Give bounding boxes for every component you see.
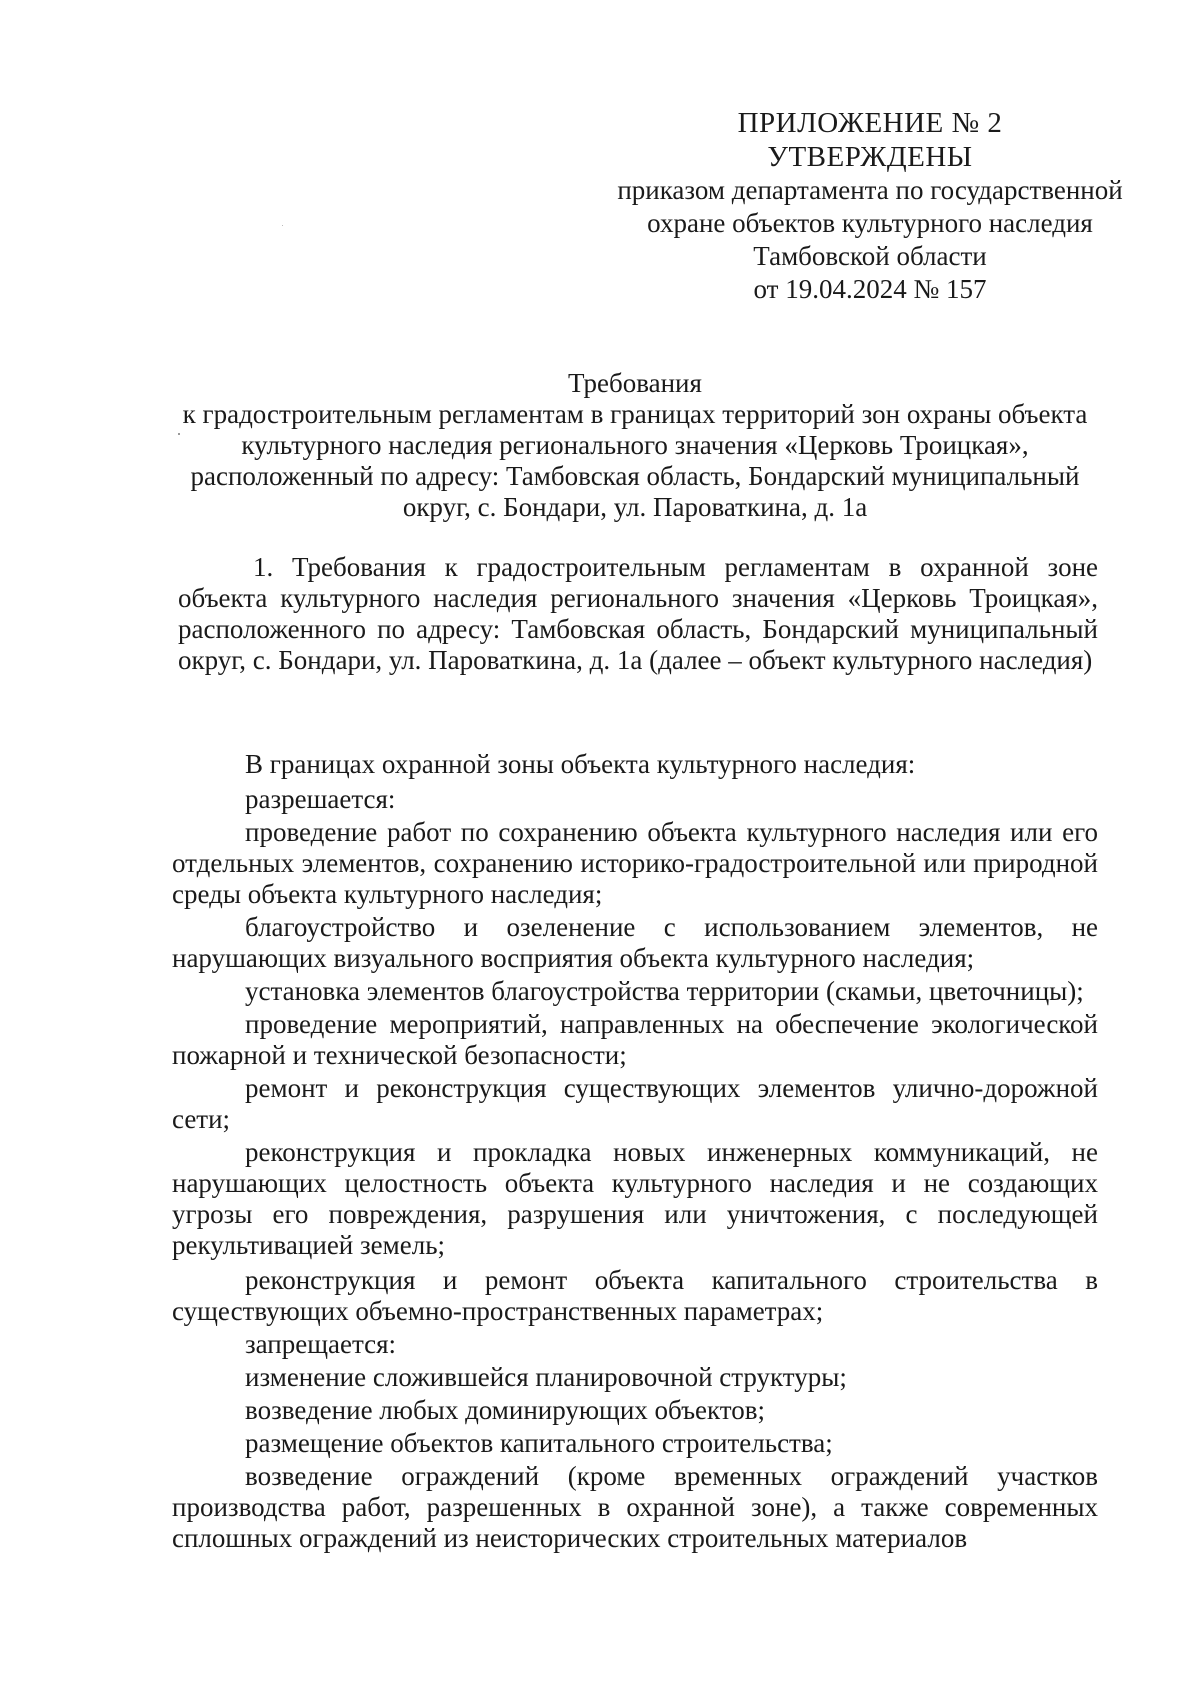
approved-label: УТВЕРЖДЕНЫ bbox=[767, 141, 973, 173]
forbidden-item: возведение ограждений (кроме временных ограждений участков производства работ, разрешенных в охранной зоне), а также современных сплошных ограждений из неисторических строительных материалов bbox=[172, 1461, 1098, 1553]
order-line-1: приказом департамента по государственной bbox=[617, 175, 1123, 205]
section-1-text: 1. Требования к градостроительным регламентам в охранной зоне объекта культурного наследия регионального значения «Церковь Троицкая», расположенного по адресу: Тамбовская область, Бондарский муниципальный округ, с. Бондари, ул. Пароваткина, д. 1а (далее – объект культурного наследия) bbox=[178, 552, 1098, 675]
allowed-item: реконструкция и ремонт объекта капитального строительства в существующих объемно-пространственных параметрах; bbox=[172, 1265, 1098, 1326]
intro-paragraph: В границах охранной зоны объекта культурного наследия: bbox=[245, 749, 916, 779]
appendix-number: ПРИЛОЖЕНИЕ № 2 bbox=[737, 107, 1003, 139]
scan-speck bbox=[282, 225, 283, 226]
forbidden-item: размещение объектов капитального строительства; bbox=[245, 1428, 833, 1458]
forbidden-label: запрещается: bbox=[245, 1329, 397, 1359]
document-title bbox=[170, 368, 1100, 523]
allowed-item: проведение работ по сохранению объекта культурного наследия или его отдельных элементов, сохранению историко-градостроительной или природной среды объекта культурного наследия; bbox=[172, 817, 1098, 909]
allowed-item: реконструкция и прокладка новых инженерных коммуникаций, не нарушающих целостность объекта культурного наследия и не создающих угрозы его повреждения, разрушения или уничтожения, с последующей рекультивацией земель; bbox=[172, 1137, 1098, 1260]
section-1 bbox=[178, 552, 1098, 676]
allowed-item: ремонт и реконструкция существующих элементов улично-дорожной сети; bbox=[172, 1073, 1098, 1134]
order-date-number: от 19.04.2024 № 157 bbox=[753, 274, 987, 304]
allowed-label: разрешается: bbox=[245, 784, 396, 814]
requirements-body bbox=[172, 749, 1098, 1556]
title-heading: Требования bbox=[568, 368, 702, 398]
allowed-item: установка элементов благоустройства территории (скамьи, цветочницы); bbox=[245, 976, 1084, 1006]
allowed-item: благоустройство и озеленение с использованием элементов, не нарушающих визуального восприятия объекта культурного наследия; bbox=[172, 912, 1098, 973]
order-line-2: охране объектов культурного наследия bbox=[647, 208, 1093, 238]
order-line-3: Тамбовской области bbox=[753, 241, 987, 271]
forbidden-item: возведение любых доминирующих объектов; bbox=[245, 1395, 766, 1425]
allowed-item: проведение мероприятий, направленных на обеспечение экологической пожарной и технической безопасности; bbox=[172, 1009, 1098, 1070]
title-text: к градостроительным регламентам в границах территорий зон охраны объекта культурного наследия регионального значения «Церковь Троицкая», расположенный по адресу: Тамбовская область, Бондарский муниципальный округ, с. Бондари, ул. Пароваткина, д. 1а bbox=[182, 399, 1088, 522]
forbidden-item: изменение сложившейся планировочной структуры; bbox=[245, 1362, 847, 1392]
approval-header bbox=[590, 106, 1150, 306]
